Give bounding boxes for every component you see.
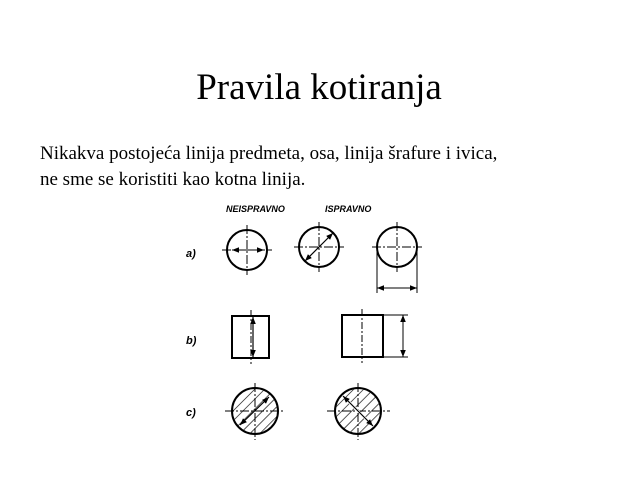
row-label-a: a): [186, 248, 196, 260]
body-line-1: Nikakva postojeća linija predmeta, osa, linija šrafure i ivica,: [40, 143, 498, 164]
row-label-c: c): [186, 407, 196, 419]
column-label-correct: ISPRAVNO: [325, 204, 372, 214]
row-c-correct-hatched-circle: [327, 383, 390, 440]
body-line-2: ne sme se koristiti kao kotna linija.: [40, 169, 306, 190]
row-c-wrong-hatched-circle: [225, 383, 285, 440]
row-b-correct-rect: [342, 309, 408, 363]
row-a-correct-circle: [372, 222, 422, 293]
slide-title: Pravila kotiranja: [196, 67, 442, 108]
row-b-wrong-rect: [232, 310, 269, 364]
row-a-middle-circle: [294, 222, 344, 272]
row-label-b: b): [186, 335, 197, 347]
column-label-wrong: NEISPRAVNO: [226, 204, 285, 214]
row-a-wrong-circle: [222, 225, 272, 275]
